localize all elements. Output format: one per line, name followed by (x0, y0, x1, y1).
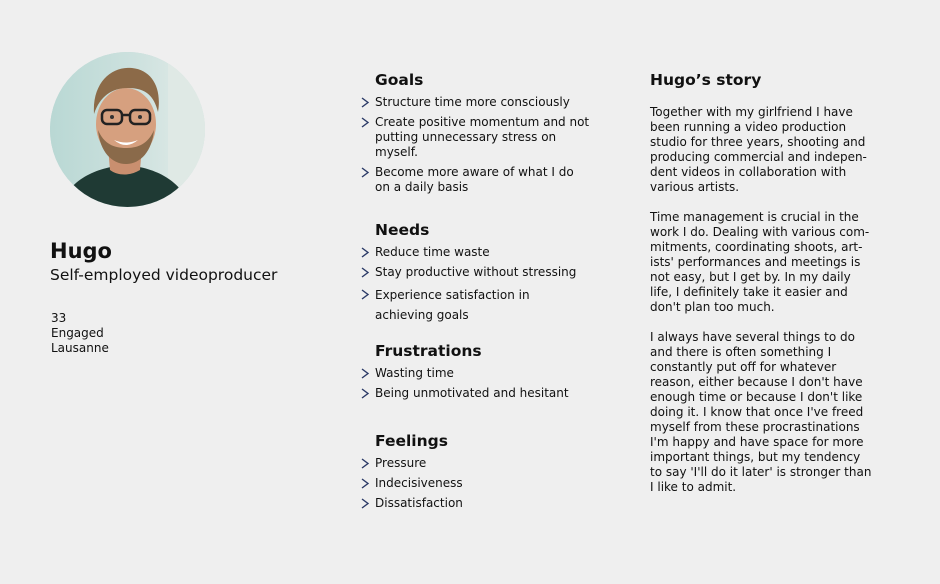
need-item-text: Reduce time waste (375, 245, 490, 259)
list-item (360, 456, 590, 471)
chevron-right-icon (360, 387, 370, 400)
profile-facts (51, 311, 109, 356)
need-item-text: Stay productive without stressing (375, 265, 577, 279)
chevron-right-icon (360, 96, 370, 109)
frustration-item-text: Being unmotivated and hesitant (375, 386, 569, 400)
needs-title: Needs (375, 221, 430, 239)
list-item (360, 285, 590, 325)
chevron-right-icon (360, 116, 370, 129)
goals-list (360, 95, 590, 195)
profile-status: Engaged (51, 326, 104, 340)
goal-item-text: Structure time more consciously (375, 95, 570, 109)
goals-section (360, 70, 590, 200)
feeling-item-text: Indecisiveness (375, 476, 463, 490)
chevron-right-icon (360, 246, 370, 259)
list-item (360, 95, 590, 110)
frustrations-section (360, 341, 590, 406)
chevron-right-icon (360, 288, 370, 301)
story-paragraph: I always have several things to do and there is often something I constantly put off for whatever reason, either because I don't have enough time or because I don't like doing it. I know that once I've freed myself from these procrastinations I'm happy and have space for more important things, but my tendency to say 'I'll do it later' is stronger than I like to admit. (650, 330, 872, 494)
profile-age: 33 (51, 311, 67, 325)
feeling-item-text: Pressure (375, 456, 427, 470)
list-item (360, 476, 590, 491)
list-item (360, 165, 590, 195)
story-title: Hugo’s story (650, 71, 762, 89)
story-paragraph: Together with my girlfriend I have been running a video production studio for three years, shooting and producing commercial and indepen-dent videos in collaboration with various artists. (650, 105, 867, 194)
chevron-right-icon (360, 367, 370, 380)
profile-name: Hugo (50, 239, 112, 263)
story-paragraph: Time management is crucial in the work I do. Dealing with various com-mitments, coordinating shoots, art-ists' performances and meetings is not easy, but I get by. In my daily life, I definitely take it easier and don't plan too much. (650, 210, 870, 314)
frustrations-title: Frustrations (375, 342, 482, 360)
feelings-section (360, 431, 590, 516)
needs-list (360, 245, 590, 325)
list-item (360, 245, 590, 260)
goals-title: Goals (375, 71, 424, 89)
frustrations-list (360, 366, 590, 401)
avatar (50, 52, 205, 207)
chevron-right-icon (360, 477, 370, 490)
needs-section (360, 220, 590, 330)
list-item (360, 265, 590, 280)
need-item-text: Experience satisfaction in achieving goals (375, 288, 530, 322)
chevron-right-icon (360, 497, 370, 510)
list-item (360, 496, 590, 511)
chevron-right-icon (360, 166, 370, 179)
frustration-item-text: Wasting time (375, 366, 454, 380)
person-photo-icon (50, 52, 205, 207)
goal-item-text: Create positive momentum and not putting unnecessary stress on myself. (375, 115, 590, 159)
story-section (650, 70, 875, 495)
list-item (360, 115, 590, 160)
profile-location: Lausanne (51, 341, 109, 355)
chevron-right-icon (360, 266, 370, 279)
list-item (360, 366, 590, 381)
feelings-list (360, 456, 590, 511)
feeling-item-text: Dissatisfaction (375, 496, 463, 510)
profile-role: Self-employed videoproducer (50, 266, 278, 284)
feelings-title: Feelings (375, 432, 448, 450)
chevron-right-icon (360, 457, 370, 470)
goal-item-text: Become more aware of what I do on a daily basis (375, 165, 574, 194)
list-item (360, 386, 590, 401)
